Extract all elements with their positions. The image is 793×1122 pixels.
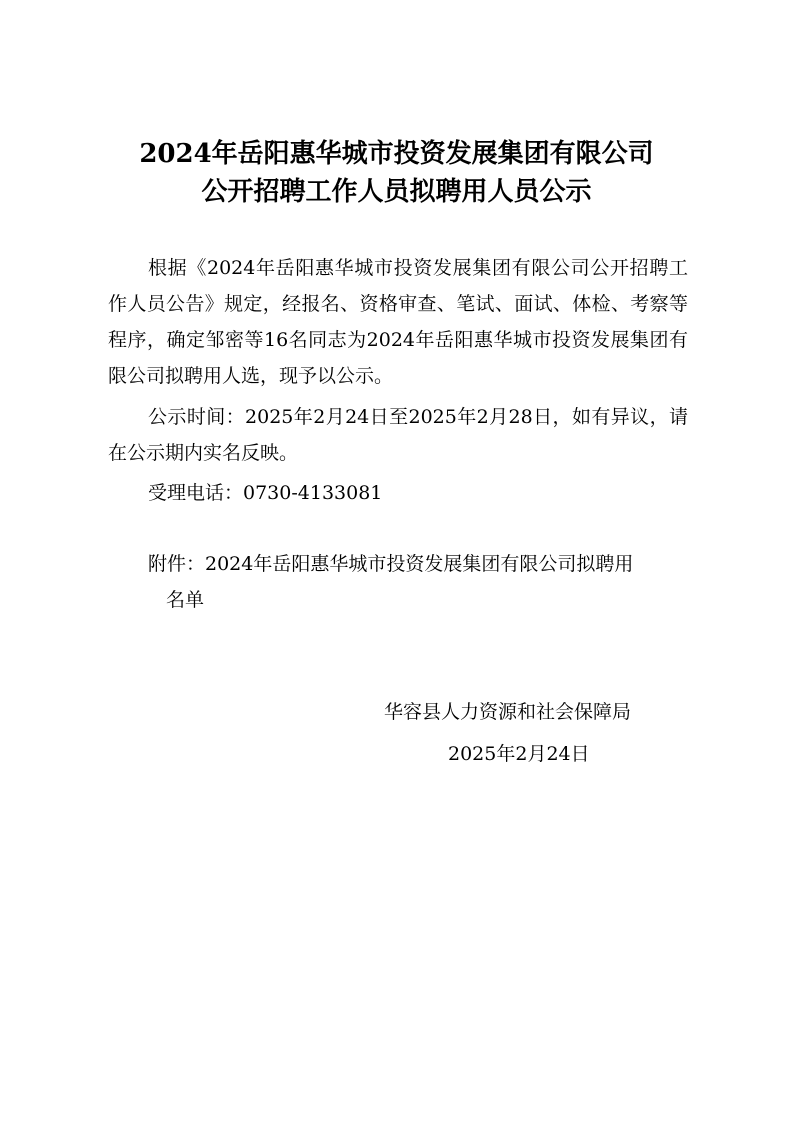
body-paragraph-announcement: 根据《2024年岳阳惠华城市投资发展集团有限公司公开招聘工作人员公告》规定，经报名、资格审查、笔试、面试、体检、考察等程序，确定邹密等16名同志为2024年岳阳惠华城市投资发展集团有限公司拟聘用人选，现予以公示。	[108, 257, 688, 387]
body-paragraph-phone: 受理电话：0730-4133081	[148, 482, 383, 504]
attachment-note	[148, 546, 696, 618]
body-paragraph-period: 公示时间：2025年2月24日至2025年2月28日，如有异议，请在公示期内实名反映。	[108, 406, 688, 464]
attachment-line2: 名单	[166, 589, 205, 611]
attachment-line1: 附件：2024年岳阳惠华城市投资发展集团有限公司拟聘用	[148, 553, 634, 575]
signature-organization: 华容县人力资源和社会保障局	[384, 701, 632, 723]
document-title-line2: 公开招聘工作人员拟聘用人员公示	[201, 177, 592, 207]
signature-date: 2025年2月24日	[448, 743, 590, 765]
document-title-line1: 2024年岳阳惠华城市投资发展集团有限公司	[139, 139, 654, 169]
